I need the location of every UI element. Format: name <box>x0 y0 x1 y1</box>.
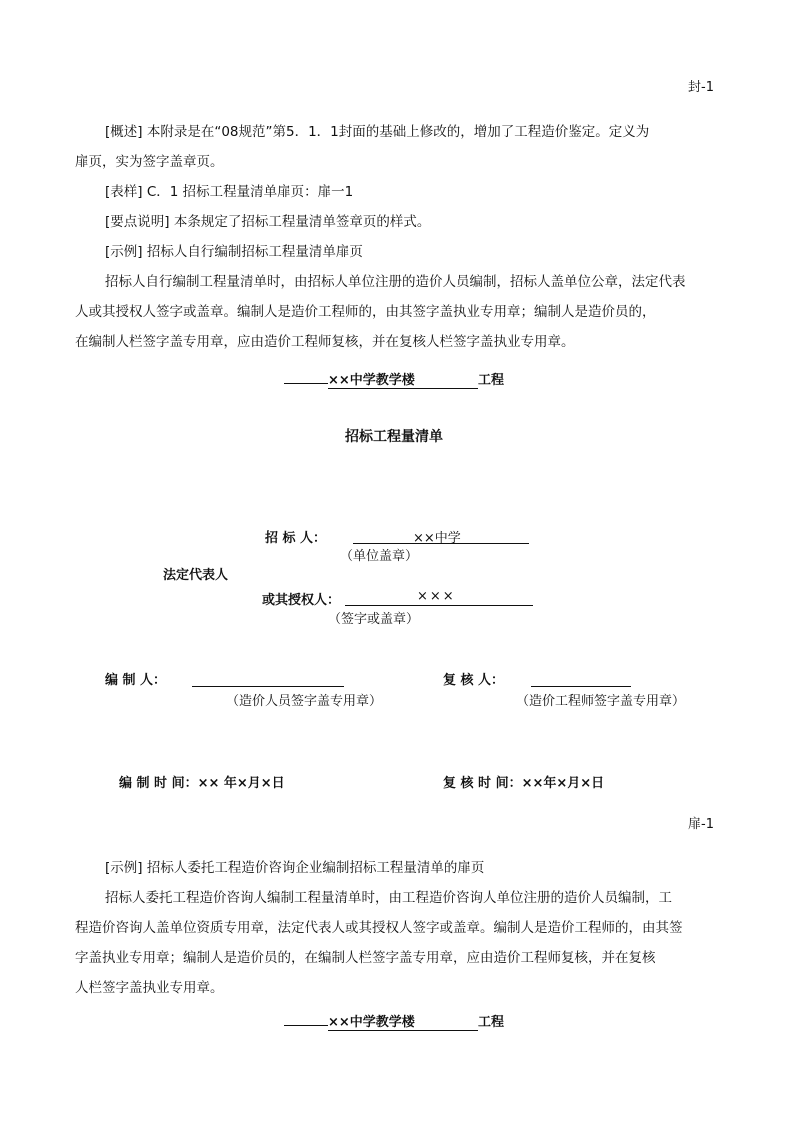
key-points-line: [要点说明] 本条规定了招标工程量清单签章页的样式。 <box>105 214 431 230</box>
compile-time-label: 编 制 时 间： <box>119 776 198 791</box>
compile-time-value: ×× 年×月×日 <box>197 776 285 791</box>
project-name-2: ××中学教学楼 <box>328 1015 415 1030</box>
compiler-field <box>192 670 344 687</box>
example1-body-line-3: 在编制人栏签字盖专用章，应由造价工程师复核，并在复核人栏签字盖执业专用章。 <box>75 334 575 350</box>
overview-line-2: 扉页，实为签字盖章页。 <box>75 154 224 170</box>
legal-rep-field <box>345 589 533 606</box>
project-name: ××中学教学楼 <box>328 373 415 388</box>
intro-section <box>75 117 720 357</box>
reviewer-field <box>531 670 631 687</box>
tenderer-value: ××中学 <box>413 531 461 546</box>
review-time-row <box>443 772 604 791</box>
sample-line: [表样] C．1 招标工程量清单扉页：扉一1 <box>105 184 354 200</box>
project-suffix-2: 工程 <box>478 1015 505 1030</box>
reviewer-label: 复 核 人： <box>443 673 505 688</box>
example2-body-line-3: 字盖执业专用章；编制人是造价员的，在编制人栏签字盖专用章，应由造价工程师复核，并在复核 <box>75 950 656 966</box>
example1-body-line-2: 人或其授权人签字或盖章。编制人是造价工程师的，由其签字盖执业专用章；编制人是造价员的， <box>75 304 656 320</box>
tenderer-label: 招 标 人： <box>265 531 327 546</box>
page-code-footer: 扉-1 <box>688 817 714 832</box>
review-time-label: 复 核 时 间： <box>443 776 522 791</box>
compile-time-row <box>119 772 285 791</box>
page-code-header: 封-1 <box>688 80 714 95</box>
example2-body-line-2: 程造价咨询人盖单位资质专用章，法定代表人或其授权人签字或盖章。编制人是造价工程师的，由其签 <box>75 920 683 936</box>
tenderer-field <box>353 527 529 544</box>
example2-body-line-4: 人栏签字盖执业专用章。 <box>75 980 224 996</box>
example2-title: [示例] 招标人委托工程造价咨询企业编制招标工程量清单的扉页 <box>105 860 485 876</box>
legal-rep-label-2: 或其授权人： <box>262 593 341 608</box>
project-suffix: 工程 <box>478 373 505 388</box>
overview-line-1: [概述] 本附录是在“08规范”第5．1．1封面的基础上修改的，增加了工程造价鉴定。定义为 <box>105 124 650 140</box>
example1-body-line-1: 招标人自行编制工程量清单时，由招标人单位注册的造价人员编制，招标人盖单位公章，法定代表 <box>105 274 686 290</box>
compiler-note: （造价人员签字盖专用章） <box>226 694 383 709</box>
form-title: 招标工程量清单 <box>345 429 443 445</box>
project-name-line-2 <box>284 1010 504 1031</box>
example2-body-line-1: 招标人委托工程造价咨询人编制工程量清单时，由工程造价咨询人单位注册的造价人员编制，工 <box>105 890 672 906</box>
legal-rep-label-1: 法定代表人 <box>163 568 229 583</box>
project-name-line <box>284 368 504 389</box>
example1-title: [示例] 招标人自行编制招标工程量清单扉页 <box>105 244 363 260</box>
legal-rep-note: （签字或盖章） <box>328 612 420 627</box>
tenderer-note: （单位盖章） <box>340 549 419 564</box>
reviewer-note: （造价工程师签字盖专用章） <box>516 694 686 709</box>
example2-section <box>75 853 720 1003</box>
legal-rep-value: ××× <box>417 589 456 604</box>
review-time-value: ××年×月×日 <box>521 776 605 791</box>
compiler-label: 编 制 人： <box>105 673 167 688</box>
